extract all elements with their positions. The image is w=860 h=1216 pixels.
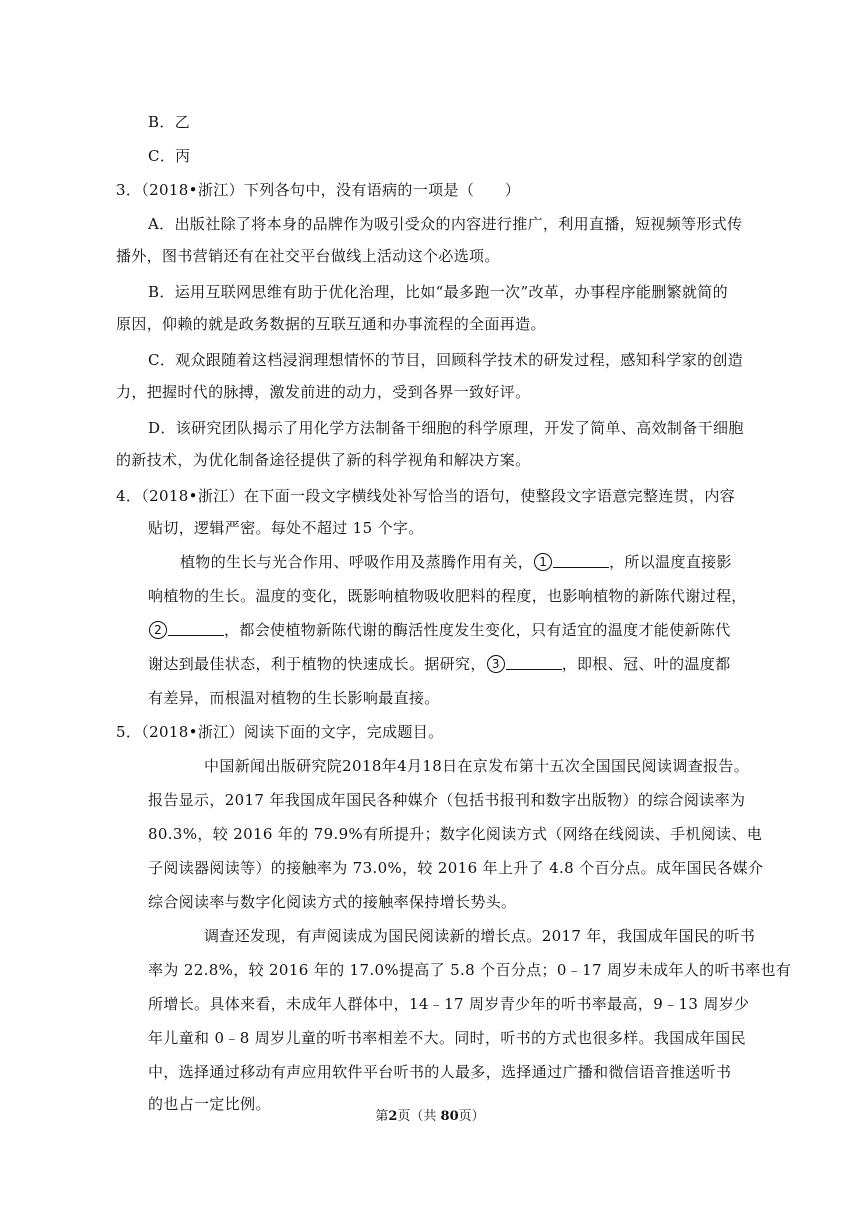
q5-paragraph2-line2: 率为 22.8%，较 2016 年的 17.0%提高了 5.8 个百分点；0﹣17 周岁未成年人的听书率也有: [148, 961, 792, 979]
q3-option-a-line2: 播外，图书营销还有在社交平台做线上活动这个必选项。: [116, 247, 500, 265]
q3-option-c-line1: C．观众跟随着这档浸润理想情怀的节目，回顾科学技术的研发过程，感知科学家的创造: [148, 351, 744, 369]
q4-passage-text: 植物的生长与光合作用、呼吸作用及蒸腾作用有关，: [180, 553, 534, 571]
footer-prefix: 第: [375, 1109, 389, 1124]
q3-option-d-line1: D．该研究团队揭示了用化学方法制备干细胞的科学原理，开发了简单、高效制备干细胞: [148, 419, 744, 437]
footer-mid: 页（共: [397, 1109, 441, 1124]
q5-paragraph1-line5: 综合阅读率与数字化阅读方式的接触率保持增长势头。: [148, 893, 517, 911]
q5-paragraph1-line3: 80.3%，较 2016 年的 79.9%有所提升；数字化阅读方式（网络在线阅读、手机阅读、电: [148, 825, 763, 843]
q3-option-d-line2: 的新技术，为优化制备途径提供了新的科学视角和解决方案。: [116, 451, 531, 469]
q5-paragraph1-line2: 报告显示，2017 年我国成年国民各种媒介（包括书报刊和数字出版物）的综合阅读率为: [148, 791, 746, 809]
q5-paragraph1-line1: 中国新闻出版研究院2018年4月18日在京发布第十五次全国国民阅读调查报告。: [204, 757, 750, 775]
question-3-stem: 3．（2018•浙江）下列各句中，没有语病的一项是（ ）: [116, 181, 521, 199]
q5-paragraph2-line6: 的也占一定比例。: [148, 1095, 271, 1113]
q4-passage-line5: 有差异，而根温对植物的生长影响最直接。: [148, 689, 440, 707]
q4-passage-line4: [148, 654, 731, 674]
q3-option-c-line2: 力，把握时代的脉搏，激发前进的动力，受到各界一致好评。: [116, 383, 531, 401]
circled-number-2: 2: [149, 621, 167, 639]
footer-suffix: 页）: [458, 1109, 485, 1124]
answer-blank-2: [168, 621, 224, 636]
q5-paragraph2-line1: 调查还发现，有声阅读成为国民阅读新的增长点。2017 年，我国成年国民的听书: [204, 927, 756, 945]
q4-passage-line2: 响植物的生长。温度的变化，既影响植物吸收肥料的程度，也影响植物的新陈代谢过程，: [148, 587, 747, 605]
question-4-stem-line1: 4．（2018•浙江）在下面一段文字横线处补写恰当的语句，使整段文字语意完整连贯，内容: [116, 487, 736, 505]
option-c: C．丙: [148, 147, 191, 165]
answer-blank-1: [553, 553, 609, 568]
q5-paragraph2-line4: 年儿童和 0﹣8 周岁儿童的听书率相差不大。同时，听书的方式也很多样。我国成年国民: [148, 1029, 746, 1047]
q4-passage-text: 谢达到最佳状态，利于植物的快速成长。据研究，: [148, 655, 486, 673]
q4-passage-line3: [148, 620, 731, 640]
page-number: 2: [388, 1109, 398, 1124]
question-5-stem: 5．（2018•浙江）阅读下面的文字，完成题目。: [116, 723, 444, 741]
circled-number-1: 1: [534, 553, 552, 571]
q5-paragraph2-line5: 中，选择通过移动有声应用软件平台听书的人最多，选择通过广播和微信语音推送听书: [148, 1063, 732, 1081]
q3-option-a-line1: A．出版社除了将本身的品牌作为吸引受众的内容进行推广，利用直播，短视频等形式传: [148, 215, 743, 233]
q4-passage-text: ，所以温度直接影: [609, 553, 732, 571]
page-footer: [0, 1108, 860, 1126]
question-4-stem-line2: 贴切，逻辑严密。每处不超过 15 个字。: [148, 519, 424, 537]
total-pages: 80: [440, 1109, 459, 1124]
circled-number-3: 3: [487, 655, 505, 673]
q4-passage-line1: [180, 552, 732, 572]
q4-passage-text: ，即根、冠、叶的温度都: [561, 655, 731, 673]
answer-blank-3: [506, 655, 562, 670]
q5-paragraph2-line3: 所增长。具体来看，未成年人群体中，14﹣17 周岁青少年的听书率最高，9﹣13 周岁少: [148, 995, 750, 1013]
q5-paragraph1-line4: 子阅读器阅读等）的接触率为 73.0%，较 2016 年上升了 4.8 个百分点。成年国民各媒介: [148, 859, 764, 877]
option-b: B．乙: [148, 113, 191, 131]
q3-option-b-line2: 原因，仰赖的就是政务数据的互联互通和办事流程的全面再造。: [116, 315, 546, 333]
q3-option-b-line1: B．运用互联网思维有助于优化治理，比如“最多跑一次”改革，办事程序能删繁就简的: [148, 283, 729, 301]
q4-passage-text: ，都会使植物新陈代谢的酶活性度发生变化，只有适宜的温度才能使新陈代: [224, 621, 731, 639]
